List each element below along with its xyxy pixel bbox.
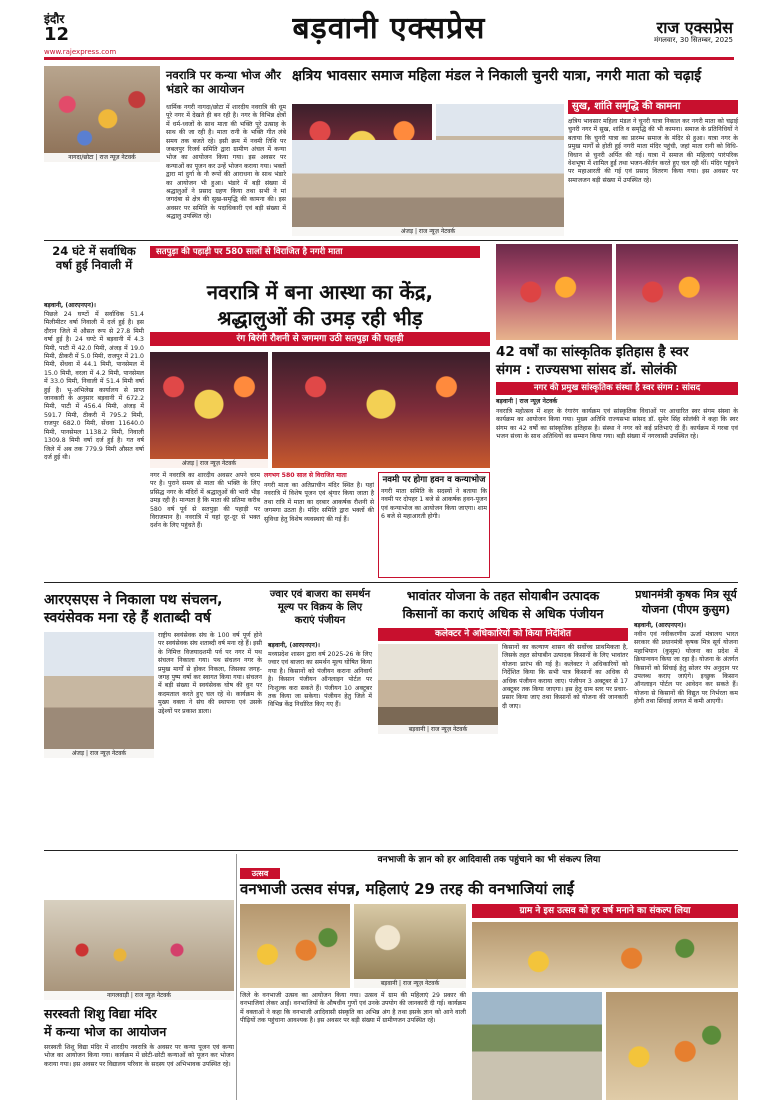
swar-sangam-photo-1 [496, 244, 612, 340]
story8-body-cont [378, 738, 498, 844]
story4-body: नगर में नवरात्रि का शारदीय अवसर अपने चरम पर है। पुराने समय से माता की भक्ति के लिए प्रसिद्ध नगर के मंदिरों में श्रद्धालुओं की भारी भीड़ उमड़ रही है। मान्यता है कि माता की प्रतिमा करीब 580 वर्ष पूर्व से सतपुड़ा की पहाड़ी पर विराजमान है। नवरात्रि में यहां दूर-दूर से भक्त दर्शन के लिए पहुंचते हैं। [150, 472, 260, 530]
story1-body-cont [44, 166, 160, 200]
photo-caption: बड़वानी | राज न्यूज़ नेटवर्क [354, 979, 466, 988]
story1-body: धार्मिक नगरी नागदा/छोटा में शारदीय नवरात्रि की धूम पूरे नगर में देखते ही बन रही है। नगर के विभिन्न क्षेत्रों में धर्म-ध्वजों के साथ माता की भक्ति पूरे उत्साह के साथ की जा रही है। माता रानी के भक्ति गीत लंबे समय तक बजते रहे। इसी क्रम में नवमी तिथि पर जबलपुर रिजर्व समिति द्वारा ग्रामीण अंचल में कन्या भोज का आयोजन किया गया। इस अवसर पर कन्याओं का पूजन कर उन्हें भोजन कराया गया। भक्तों द्वारा मां दुर्गा के नौ रूपों की आराधना के साथ भंडारे का आयोजन भी हुआ। भंडारे में बड़ी संख्या में श्रद्धालुओं ने प्रसाद ग्रहण किया तथा सभी ने मां जगदंबा से क्षेत्र की सुख-समृद्धि की कामना की। इस अवसर पर समिति के पदाधिकारी एवं बड़ी संख्या में श्रद्धालु उपस्थित रहे। [166, 104, 286, 221]
photo-caption: अंजड़ | राज न्यूज़ नेटवर्क [44, 749, 154, 758]
story4-headline-line2: श्रद्धालुओं की उमड़ रही भीड़ [217, 306, 423, 330]
kanya-bhoj-school-photo [44, 900, 234, 1000]
story5-headline-line1: 42 वर्षों का सांस्कृतिक इतिहास है स्वर [496, 344, 689, 360]
collector-meeting-photo [378, 644, 498, 734]
masthead [0, 0, 778, 60]
story7-body: मध्यप्रदेश शासन द्वारा वर्ष 2025-26 के लिए ज्वार एवं बाजरा का समर्थन मूल्य घोषित किया गया है। किसानों को पंजीयन कराना अनिवार्य है। किसान पंजीयन ऑनलाइन पोर्टल पर निःशुल्क करा सकते हैं। पंजीयन 10 अक्टूबर तक किया जा सकेगा। पंजीयन हेतु जिले में विभिन्न केंद्र निर्धारित किए गए हैं। [268, 651, 372, 709]
divider [44, 582, 738, 583]
story9-headline-line1: प्रधानमंत्री कृषक मित्र सूर्य [635, 588, 737, 601]
city-label: इंदौर [44, 12, 65, 26]
vanbhaji-photo-2 [354, 904, 466, 988]
story11-headline-line2: में कन्या भोज का आयोजन [44, 1024, 167, 1039]
story9-dateline: बड़वानी, (आरएनएन)। [634, 622, 686, 629]
story6-headline-line1: आरएसएस ने निकाला पथ संचलन, [44, 592, 223, 608]
story9-headline-line2: योजना (पीएम कुसुम) [641, 603, 731, 616]
story8-body: किसानों का कल्याण शासन की सर्वोच्च प्राथमिकता है, जिसके तहत सोयाबीन उत्पादक किसानों के लिए भावांतर योजना प्रारंभ की गई है। कलेक्टर ने अधिकारियों को निर्देशित किया कि सभी पात्र किसानों का अधिक से अधिक पंजीयन कराया जाए। पंजीयन 3 अक्टूबर से 17 अक्टूबर तक किया जाएगा। इस हेतु ग्राम स्तर पर प्रचार-प्रसार किया जाए तथा किसानों को योजना की जानकारी दी जाए। [502, 644, 628, 710]
chunri-yatra-photo-3 [292, 140, 564, 236]
story3-body: पिछले 24 घण्टों में सर्वाधिक 51.4 मिलीमीटर वर्षा निवाली में दर्ज हुई है। इस दौरान जिले में औसत रूप से 27.8 मिमी वर्षा हुई है। 24 घण्टे में बड़वानी में 4.3 मिमी, पाटी में 42.0 मिमी, अंजड़ में 19.0 मिमी, ठीकरी में 5.0 मिमी, राजपुर में 21.0 मिमी, सेंधवा में 44.1 मिमी, पानसेमल में 15.0 मिमी, वरला में 4.2 मिमी, पानसेमल में 33.0 मिमी, निवाली में 51.4 मिमी वर्षा हुई है। भू-अभिलेख कार्यालय से प्राप्त जानकारी के अनुसार बड़वानी में 672.2 मिमी, पाटी में 456.4 मिमी, अंजड़ में 591.7 मिमी, ठीकरी में 795.2 मिमी, राजपुर 682.0 मिमी, सेंधवा 11640.0 मिमी, पानसेमल 1138.2 मिमी, निवाली 1309.8 मिमी वर्षा दर्ज हुई है। गत वर्ष जिले में अब तक 779.9 मिमी औसत वर्षा दर्ज हुई थी। [44, 311, 144, 461]
story3-headline: 24 घंटे में सर्वाधिक वर्षा हुई निवाली में [52, 244, 136, 272]
photo-caption: अंजड़ | राज न्यूज़ नेटवर्क [150, 459, 268, 468]
story5-subhead: नगर की प्रमुख सांस्कृतिक संस्था है स्वर संगम : सांसद [496, 382, 738, 395]
story5-photo-caption: बड़वानी | राज न्यूज़ नेटवर्क [496, 398, 558, 405]
story10-tag: उत्सव [240, 868, 280, 879]
photo-caption: नागलवाड़ी | राज न्यूज़ नेटवर्क [44, 991, 234, 1000]
story10-body: जिले के वनभाजी उत्सव का आयोजन किया गया। उत्सव में ग्राम की महिलाएं 29 प्रकार की वनभाजियां लेकर आईं। वनभाजियों के औषधीय गुणों एवं उनके उपयोग की जानकारी दी गई। कार्यक्रम में वक्ताओं ने कहा कि वनभाजी आदिवासी संस्कृति का अभिन्न अंग है तथा इसके ज्ञान को आने वाली पीढ़ियों तक पहुंचाना आवश्यक है। इस अवसर पर बड़ी संख्या में ग्रामीणजन उपस्थित रहे। [240, 992, 466, 1025]
photo-caption: नागदा/छोटा | राज न्यूज़ नेटवर्क [44, 153, 160, 162]
story1-headline: नवरात्रि पर कन्या भोज और भंडारे का आयोजन [166, 68, 281, 96]
story10-subhead: ग्राम ने इस उत्सव को हर वर्ष मनाने का संकल्प लिया [472, 904, 738, 918]
site-url[interactable]: www.rajexpress.com [44, 48, 117, 56]
story10-kicker: वनभाजी के ज्ञान को हर आदिवासी तक पहुंचाने का भी संकल्प लिया [377, 855, 601, 865]
story8-subhead: कलेक्टर ने अधिकारियों को किया निर्देशित [378, 628, 628, 641]
story7-headline: ज्वार एवं बाजरा का समर्थन मूल्य पर विक्रय के लिए कराएं पंजीयन [269, 589, 371, 626]
story2-headline: क्षत्रिय भावसार समाज महिला मंडल ने निकाली चुनरी यात्रा, नगरी माता को चढ़ाई [292, 68, 702, 84]
nagri-mata-photo-right [272, 352, 490, 468]
story7-dateline: बड़वानी, (आरएनएन)। [268, 642, 320, 649]
story10-headline: वनभाजी उत्सव संपन्न, महिलाएं 29 तरह की वनभाजियां लाईं [240, 880, 575, 898]
vanbhaji-photo-3 [472, 922, 738, 988]
story5-body: नवरात्रि महोत्सव में शहर के रंगारंग कार्यक्रम एवं सांस्कृतिक विधाओं पर आधारित स्वर संगम संस्था के कार्यक्रम का आयोजन किया गया। मुख्य अतिथि राज्यसभा सांसद डॉ. सुमेर सिंह सोलंकी ने कहा कि स्वर संगम का 42 वर्षों का सांस्कृतिक इतिहास है। संस्था ने नगर को कई प्रतिभाएं दी हैं। कार्यक्रम में गरबा एवं भजन संध्या के साथ अतिथियों का सम्मान किया गया। बड़ी संख्या में नगरवासी उपस्थित रहे। [496, 408, 738, 441]
photo-caption: अंजड़ | राज न्यूज़ नेटवर्क [292, 227, 564, 236]
story4-body2: नगरी माता का अतिप्राचीन मंदिर स्थित है। यहां नवरात्रि में विशेष पूजन एवं श्रृंगार किया जाता है तथा रात्रि में माता का दरबार आकर्षक रौशनी से जगमगा उठता है। मंदिर समिति द्वारा भक्तों की सुविधा हेतु विशेष व्यवस्थाएं की गई हैं। [264, 482, 374, 523]
brand-name: राज एक्सप्रेस [656, 18, 733, 37]
story2-subhead: सुख, शांति समृद्धि की कामना [568, 100, 738, 114]
story4-kicker: सतपुड़ा की पहाड़ी पर 580 सालों से विराजित है नगरी माता [150, 246, 480, 258]
nagri-mata-photo-left [150, 352, 268, 468]
story4-box-subhead: लगभग 580 साल से विराजित माता [264, 472, 347, 479]
story11-body: सरस्वती शिशु विद्या मंदिर में शारदीय नवरात्रि के अवसर पर कन्या पूजन एवं कन्या भोज का आयोजन किया गया। कार्यक्रम में छोटी-छोटी कन्याओं को पूजन कर भोजन कराया गया। इस अवसर पर विद्यालय परिवार के सदस्य एवं अभिभावक उपस्थित रहे। [44, 1044, 234, 1068]
issue-date: मंगलवार, 30 सितम्बर, 2025 [654, 36, 733, 44]
story4-side-box [378, 472, 490, 578]
story4-headline-line1: नवरात्रि में बना आस्था का केंद्र, [206, 280, 434, 304]
story2-body: क्षत्रिय भावसार महिला मंडल ने चुनरी यात्रा निकाल कर नगरी माता को चढ़ाई चुनरी नगर में सुख, शांति व समृद्धि की भी कामना। समाज के प्रतिनिधियों ने बताया कि चुनरी यात्रा का प्रारम्भ समाज के मंदिर से हुआ। यात्रा नगर के प्रमुख मार्गों से होती हुई नगरी माता मंदिर पहुंची, जहां माता रानी को विधि-विधान से चुनरी अर्पित की गई। यात्रा में समाज की महिलाएं पारंपरिक वेशभूषा में शामिल हुईं तथा भजन-कीर्तन करते हुए चल रही थीं। मंदिर पहुंचने पर महाआरती की गई एवं प्रसाद वितरण किया गया। इस अवसर पर समाजजन बड़ी संख्या में उपस्थित रहे। [568, 118, 738, 184]
story9-body: नवीन एवं नवीकरणीय ऊर्जा मंत्रालय भारत सरकार की प्रधानमंत्री कृषक मित्र सूर्य योजना महाभियान (कुसुम) योजना का प्रदेश में क्रियान्वयन किया जा रहा है। योजना के अंतर्गत किसानों को सिंचाई हेतु सोलर पंप अनुदान पर उपलब्ध कराए जाएंगे। इच्छुक किसान ऑनलाइन पोर्टल पर आवेदन कर सकते हैं। योजना से किसानों की विद्युत पर निर्भरता कम होगी तथा सिंचाई लागत में कमी आएगी। [634, 631, 738, 706]
masthead-title: बड़वानी एक्सप्रेस [292, 11, 486, 46]
story3-dateline: बड़वानी, (आरएनएन)। [44, 302, 96, 309]
divider [44, 240, 738, 241]
vanbhaji-photo-4 [472, 992, 602, 1100]
story8-headline-line2: किसानों का कराएं अधिक से अधिक पंजीयन [402, 606, 604, 621]
side-box-body: नगरी माता समिति के सदस्यों ने बताया कि नवमी पर दोपहर 1 बजे से आकर्षक हवन-पूजन एवं कन्याभोज का आयोजन किया जाएगा। शाम 6 बजे से महाआरती होगी। [381, 488, 487, 521]
vanbhaji-photo-5 [606, 992, 738, 1100]
vanbhaji-photo-1 [240, 904, 350, 988]
story5-headline-line2: संगम : राज्यसभा सांसद डॉ. सोलंकी [496, 362, 677, 378]
side-box-title: नवमी पर होगा हवन व कन्याभोज [382, 475, 486, 485]
column-divider [236, 854, 237, 1100]
story11-headline-line1: सरस्वती शिशु विद्या मंदिर [44, 1006, 157, 1021]
navratri-kanya-bhoj-photo [44, 66, 160, 162]
swar-sangam-photo-2 [616, 244, 738, 340]
story8-headline-line1: भावांतर योजना के तहत सोयाबीन उत्पादक [406, 588, 600, 603]
photo-caption: बड़वानी | राज न्यूज़ नेटवर्क [378, 725, 498, 734]
story6-body: राष्ट्रीय स्वयंसेवक संघ के 100 वर्ष पूर्ण होने पर स्वयंसेवक संघ शताब्दी वर्ष मना रहे हैं। इसी के निमित्त विजयादशमी पर्व पर नगर में पथ संचलन निकाला गया। पथ संचलन नगर के प्रमुख मार्गों से होकर निकला, जिसका जगह-जगह पुष्प वर्षा कर स्वागत किया गया। संचलन में बड़ी संख्या में स्वयंसेवक घोष की धुन पर कदमताल करते हुए चल रहे थे। कार्यक्रम के मुख्य वक्ता ने संघ की स्थापना एवं उसके उद्देश्यों पर प्रकाश डाला। [158, 632, 262, 715]
divider [44, 850, 738, 851]
page-number: 12 [44, 24, 70, 45]
masthead-rule [44, 57, 734, 60]
story4-subhead: रंग बिरंगी रौशनी से जगमगा उठी सतपुड़ा की पहाड़ी [150, 332, 490, 346]
story6-headline-line2: स्वयंसेवक मना रहे हैं शताब्दी वर्ष [44, 610, 211, 626]
rss-path-sanchalan-photo [44, 632, 154, 758]
